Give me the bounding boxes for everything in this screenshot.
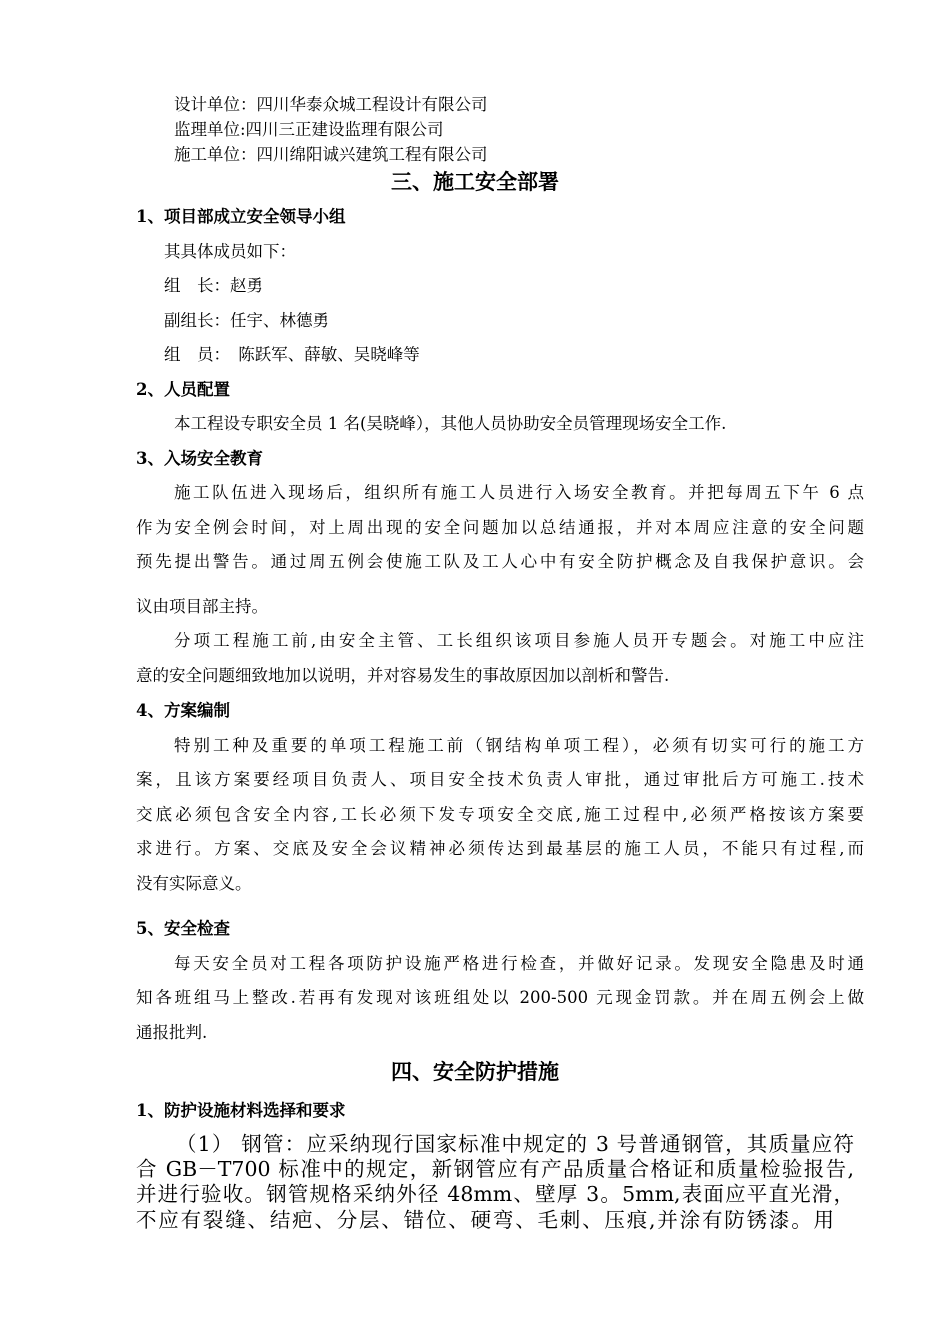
plan-line-3: 交底必须包含安全内容,工长必须下发专项安全交底,施工过程中,必须严格按该方案要 — [136, 805, 864, 824]
section-4-title: 四、安全防护措施 — [391, 1059, 559, 1084]
steel-pipe-line-1: （1） 钢管：应采纳现行国家标准中规定的 3 号普通钢管，其质量应符 — [176, 1132, 854, 1156]
steel-pipe-line-3: 并进行验收。钢管规格采纳外径 48mm、壁厚 3。5mm,表面应平直光滑， — [136, 1182, 854, 1206]
section-3-2-heading: 2、人员配置 — [136, 380, 230, 399]
supervision-unit-line: 监理单位:四川三正建设监理有限公司 — [174, 120, 444, 139]
section-3-title: 三、施工安全部署 — [391, 169, 559, 194]
team-leader: 组 长：赵勇 — [164, 276, 263, 295]
inspection-line-3: 通报批判. — [136, 1023, 208, 1042]
section-3-4-heading: 4、方案编制 — [136, 701, 230, 720]
members-intro: 其具体成员如下： — [164, 242, 296, 261]
staffing-line: 本工程设专职安全员 1 名(吴晓峰），其他人员协助安全员管理现场安全工作. — [174, 414, 727, 433]
education-line-3: 预先提出警告。通过周五例会使施工队及工人心中有安全防护概念及自我保护意识。会 — [136, 552, 864, 571]
steel-pipe-line-4: 不应有裂缝、结疤、分层、错位、硬弯、毛刺、压痕,并涂有防锈漆。用 — [136, 1208, 834, 1232]
section-4-1-heading: 1、防护设施材料选择和要求 — [136, 1101, 346, 1120]
design-unit-line: 设计单位：四川华泰众城工程设计有限公司 — [174, 95, 488, 114]
deputy-leader: 副组长：任宇、林德勇 — [164, 311, 329, 330]
steel-pipe-line-2: 合 GB－T700 标准中的规定，新钢管应有产品质量合格证和质量检验报告, — [136, 1157, 854, 1181]
plan-line-1: 特别工种及重要的单项工程施工前（钢结构单项工程），必须有切实可行的施工方 — [174, 736, 864, 755]
inspection-line-1: 每天安全员对工程各项防护设施严格进行检查，并做好记录。发现安全隐患及时通 — [174, 954, 864, 973]
plan-line-2: 案，且该方案要经项目负责人、项目安全技术负责人审批，通过审批后方可施工.技术 — [136, 770, 864, 789]
section-3-3-heading: 3、入场安全教育 — [136, 449, 263, 468]
section-3-5-heading: 5、安全检查 — [136, 919, 230, 938]
inspection-line-2: 知各班组马上整改.若再有发现对该班组处以 200-500 元现金罚款。并在周五例会上做 — [136, 988, 864, 1007]
education-line-6: 意的安全问题细致地加以说明，并对容易发生的事故原因加以剖析和警告. — [136, 666, 670, 685]
construction-unit-line: 施工单位：四川绵阳诚兴建筑工程有限公司 — [174, 145, 488, 164]
education-line-1: 施工队伍进入现场后，组织所有施工人员进行入场安全教育。并把每周五下午 6 点 — [174, 483, 864, 502]
team-members: 组 员： 陈跃军、薛敏、吴晓峰等 — [164, 345, 420, 364]
section-3-1-heading: 1、项目部成立安全领导小组 — [136, 207, 346, 226]
plan-line-4: 求进行。方案、交底及安全会议精神必须传达到最基层的施工人员，不能只有过程,而 — [136, 839, 864, 858]
education-line-4: 议由项目部主持。 — [136, 597, 268, 616]
education-line-5: 分项工程施工前,由安全主管、工长组织该项目参施人员开专题会。对施工中应注 — [174, 631, 864, 650]
plan-line-5: 没有实际意义。 — [136, 874, 252, 893]
education-line-2: 作为安全例会时间，对上周出现的安全问题加以总结通报，并对本周应注意的安全问题 — [136, 518, 864, 537]
